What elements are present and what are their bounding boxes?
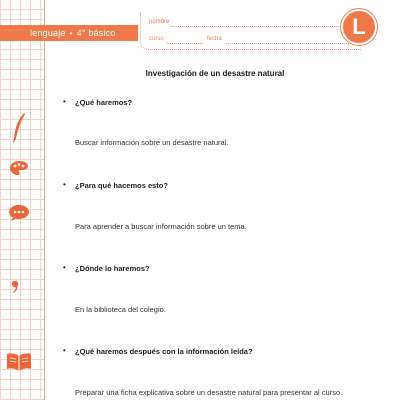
margin-divider <box>44 0 45 400</box>
date-field[interactable] <box>225 43 357 44</box>
question-4: ¿Qué haremos después con la información leída? <box>75 347 253 356</box>
name-field[interactable] <box>171 26 357 27</box>
question-3: ¿Dónde lo haremos? <box>75 264 150 273</box>
bullet-2: • <box>63 180 66 189</box>
palette-icon <box>9 160 29 176</box>
answer-4: Preparar una ficha explicativa sobre un desastre natural para presentar al curso. <box>75 388 343 397</box>
date-label: fecha <box>207 36 222 42</box>
subject-label <box>0 28 116 38</box>
bullet-4: • <box>63 346 66 355</box>
answer-2: Para aprender a buscar información sobre un tema. <box>75 222 247 231</box>
subject-header <box>0 25 138 41</box>
subject-name: lenguaje <box>30 28 66 38</box>
course-label: curso <box>149 36 164 42</box>
course-field[interactable] <box>167 43 203 44</box>
speech-bubble-icon <box>8 204 30 222</box>
subject-badge: L <box>341 9 377 45</box>
comma-icon <box>10 280 20 294</box>
bullet-1: • <box>63 97 66 106</box>
answer-1: Buscar información sobre un desastre natural. <box>75 138 229 147</box>
quill-icon <box>8 112 28 146</box>
question-1: ¿Qué haremos? <box>75 98 133 107</box>
student-info-panel <box>140 13 361 50</box>
page-title: Investigación de un desastre natural <box>145 69 285 78</box>
open-book-icon <box>6 352 32 372</box>
bullet-3: • <box>63 263 66 272</box>
grade-label: 4° básico <box>76 28 116 38</box>
answer-3: En la biblioteca del colegio. <box>75 305 166 314</box>
name-label: nombre <box>149 19 170 25</box>
margin-grid <box>0 0 44 400</box>
question-2: ¿Para qué hacemos esto? <box>75 181 168 190</box>
separator-dot: • <box>69 29 73 38</box>
